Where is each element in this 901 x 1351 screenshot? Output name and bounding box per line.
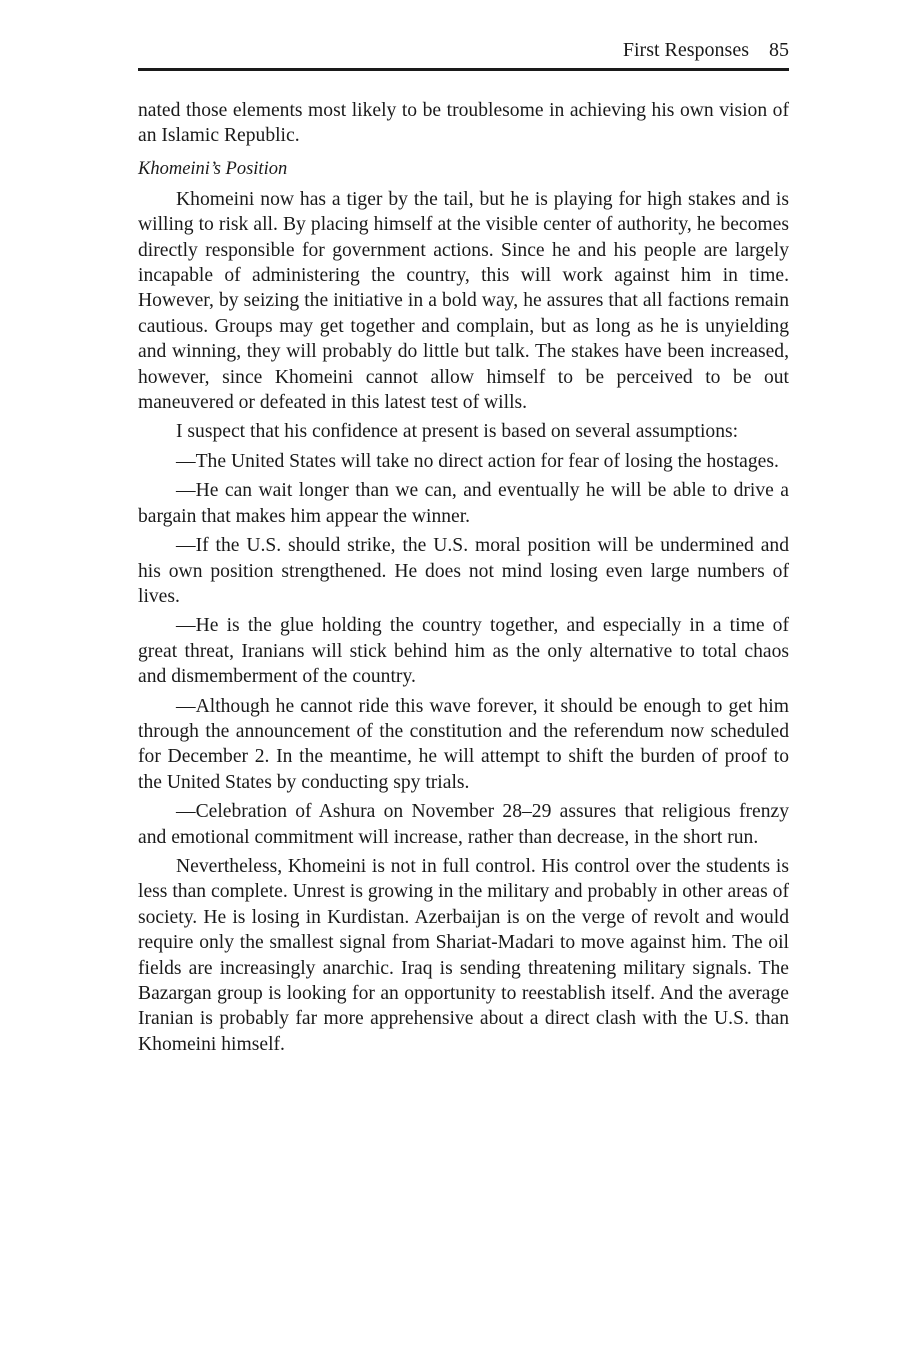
list-paragraph: —He is the glue holding the country together, and especially in a time of great threat, Iranians will stick behind him as the only alternative to total chaos and dismemberment of the country. bbox=[138, 615, 789, 688]
book-page bbox=[138, 36, 789, 1061]
paragraph: Nevertheless, Khomeini is not in full control. His control over the students is less than complete. Unrest is growing in the military and probably in other areas of society. He is losing in Kurdistan. Azerbaijan is on the verge of revolt and would require only the smallest signal from Shariat-Madari to move against him. The oil fields are increasingly anarchic. Iraq is sending threatening military signals. The Bazargan group is looking for an opportunity to reestablish itself. And the average Iranian is probably far more apprehensive about a direct clash with the U.S. than Khomeini himself. bbox=[138, 855, 789, 1055]
page-number: 85 bbox=[769, 39, 789, 61]
section-heading: Khomeini’s Position bbox=[138, 158, 288, 179]
continuation-paragraph: nated those elements most likely to be troublesome in achieving his own vision of an Islamic Republic. bbox=[138, 100, 789, 147]
paragraph: Khomeini now has a tiger by the tail, but he is playing for high stakes and is willing to risk all. By placing himself at the visible center of authority, he becomes directly responsible for government actions. Since he and his people are largely incapable of administering the country, this will work against him in time. However, by seizing the initiative in a bold way, he assures that all factions remain cautious. Groups may get together and complain, but as long as he is unyielding and winning, they will probably do little but talk. The stakes have been increased, however, since Khomeini cannot allow himself to be perceived to be out maneuvered or defeated in this latest test of wills. bbox=[138, 188, 789, 414]
paragraph: I suspect that his confidence at present is based on several assumptions: bbox=[176, 421, 739, 443]
list-paragraph: —The United States will take no direct action for fear of losing the hostages. bbox=[176, 450, 779, 472]
header-rule bbox=[138, 68, 789, 71]
running-header bbox=[138, 36, 789, 64]
list-paragraph: —He can wait longer than we can, and eventually he will be able to drive a bargain that makes him appear the winner. bbox=[138, 480, 789, 527]
list-paragraph: —Celebration of Ashura on November 28–29 assures that religious frenzy and emotional commitment will increase, rather than decrease, in the short run. bbox=[138, 801, 789, 848]
body-text bbox=[138, 98, 789, 1057]
list-paragraph: —Although he cannot ride this wave forever, it should be enough to get him through the announcement of the constitution and the referendum now scheduled for December 2. In the meantime, he will attempt to shift the burden of proof to the United States by conducting spy trials. bbox=[138, 695, 789, 793]
running-title: First Responses bbox=[622, 39, 749, 61]
list-paragraph: —If the U.S. should strike, the U.S. moral position will be undermined and his own position strengthened. He does not mind losing even large numbers of lives. bbox=[138, 535, 789, 607]
